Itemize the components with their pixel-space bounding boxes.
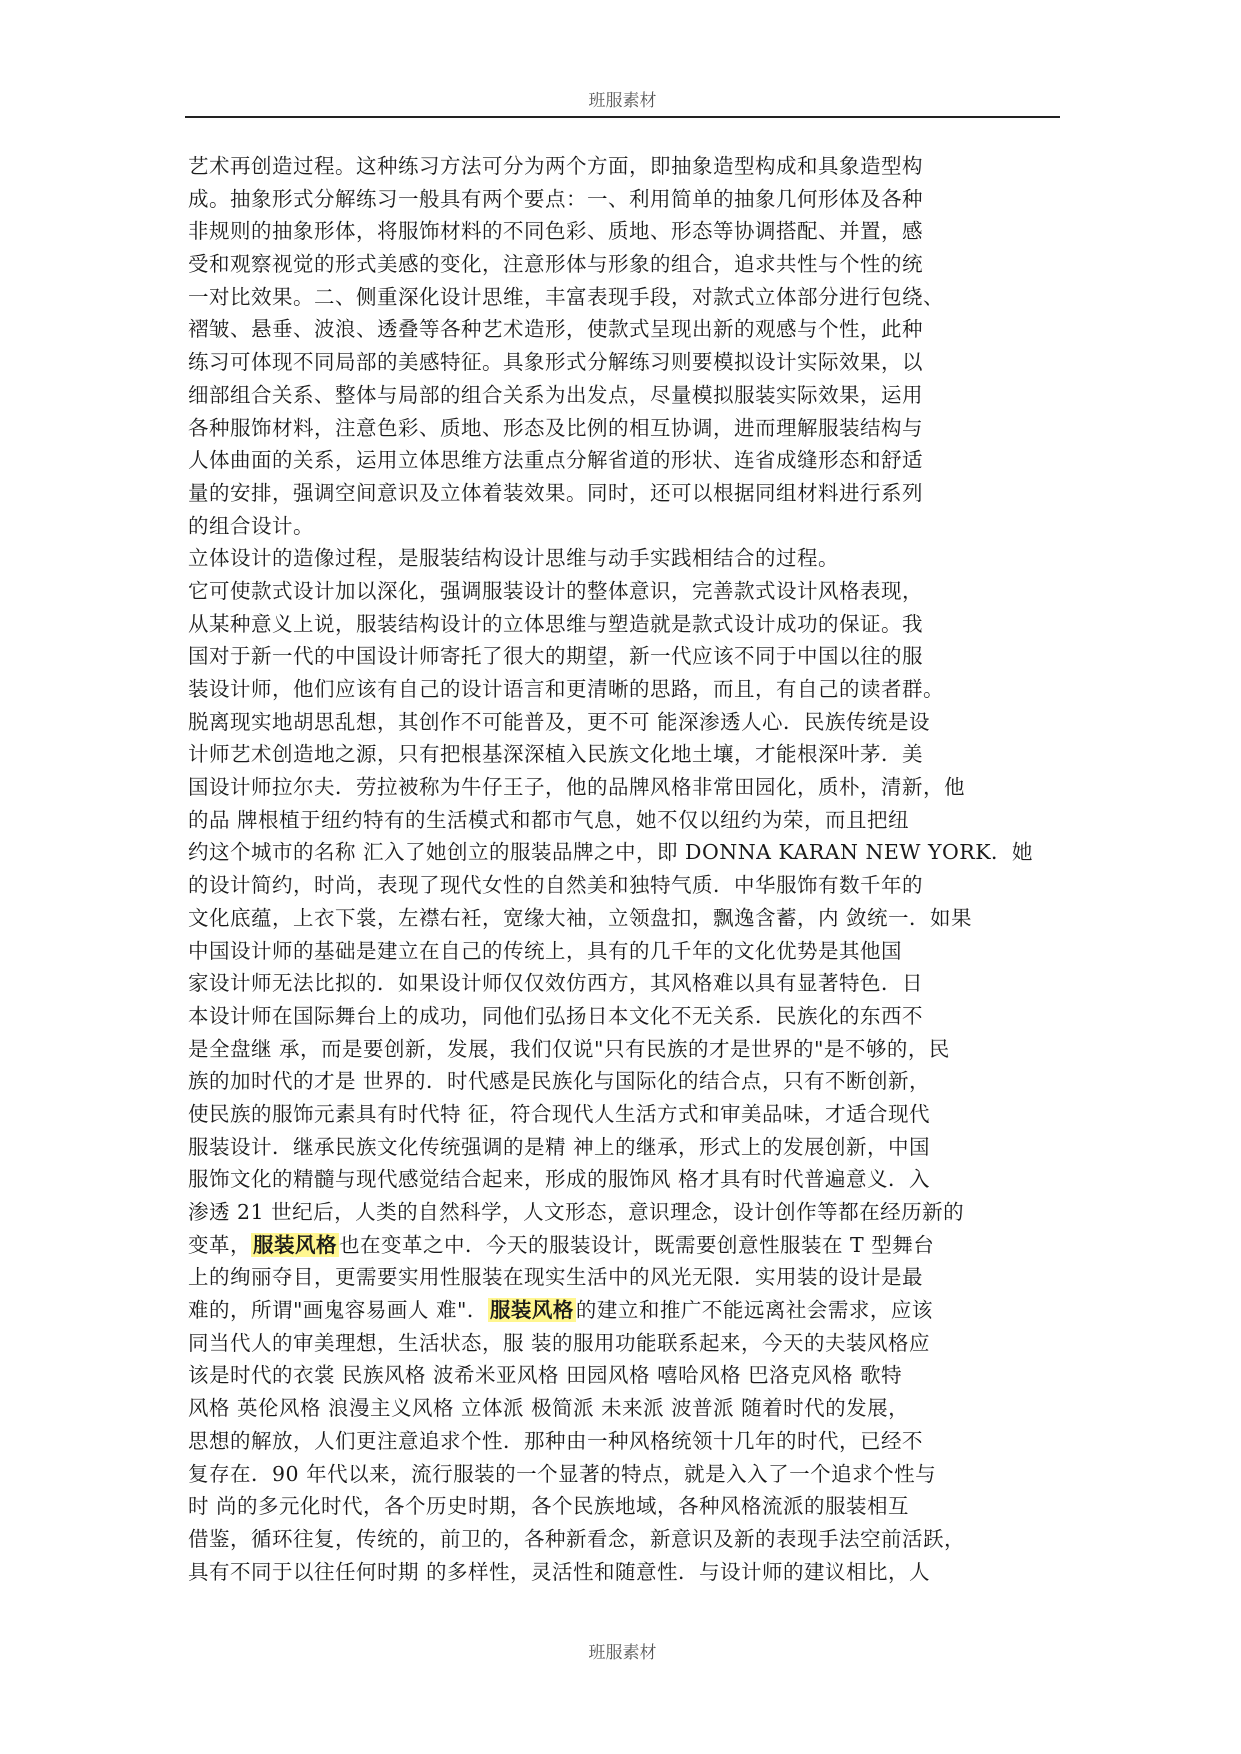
text-segment: 计师艺术创造地之源，只有把根基深深植入民族文化地土壤，才能根深叶茅．美 [188,742,923,767]
text-line [188,608,1068,641]
text-line [188,1425,1068,1458]
highlighted-keyword: 服装风格 [489,1298,574,1323]
text-segment: 人体曲面的关系，运用立体思维方法重点分解省道的形状、连省成缝形态和舒适 [188,448,923,473]
text-line [188,1163,1068,1196]
text-line [188,1098,1068,1131]
text-line [188,1392,1068,1425]
text-line [188,771,1068,804]
text-segment: 难的，所谓"画鬼容易画人 难"． [188,1298,488,1323]
text-segment: 受和观察视觉的形式美感的变化，注意形体与形象的组合，追求共性与个性的统 [188,252,923,277]
text-segment: 国对于新一代的中国设计师寄托了很大的期望，新一代应该不同于中国以往的服 [188,644,923,669]
text-line [188,1131,1068,1164]
text-segment: 国设计师拉尔夫．劳拉被称为牛仔王子，他的品牌风格非常田园化，质朴，清新，他 [188,775,965,800]
text-segment: 上的绚丽夺目，更需要实用性服装在现实生活中的风光无限．实用装的设计是最 [188,1265,923,1290]
text-line [188,1033,1068,1066]
text-line [188,1229,1068,1262]
text-segment: 的组合设计。 [188,513,314,538]
text-line [188,1556,1068,1589]
text-segment: 家设计师无法比拟的．如果设计师仅仅效仿西方，其风格难以具有显著特色．日 [188,971,923,996]
text-segment: 装设计师，他们应该有自己的设计语言和更清晰的思路，而且，有自己的读者群。 [188,677,944,701]
text-line [188,150,1068,183]
text-line [188,869,1068,902]
text-line [188,183,1068,216]
text-segment: 成。抽象形式分解练习一般具有两个要点：一、利用简单的抽象几何形体及各种 [188,186,923,211]
text-line [188,1294,1068,1327]
text-line [188,510,1068,543]
text-segment: 脱离现实地胡思乱想，其创作不可能普及，更不可 能深渗透人心．民族传统是设 [188,709,931,734]
text-line [188,902,1068,935]
text-segment: 的品 牌根植于纽约特有的生活模式和都市气息，她不仅以纽约为荣，而且把纽 [188,807,910,832]
text-segment: 也在变革之中．今天的服装设计，既需要创意性服装在 T 型舞台 [339,1232,935,1257]
text-line [188,1327,1068,1360]
text-segment: 服饰文化的精髓与现代感觉结合起来，形成的服饰风 格才具有时代普遍意义．入 [188,1167,931,1192]
text-line [188,379,1068,412]
text-line [188,281,1068,314]
text-line [188,248,1068,281]
text-line [188,836,1068,869]
text-segment: 渗透 21 世纪后，人类的自然科学，人文形态，意识理念，设计创作等都在经历新的 [188,1200,965,1224]
text-line [188,313,1068,346]
text-segment: 褶皱、悬垂、波浪、透叠等各种艺术造形，使款式呈现出新的观感与个性，此种 [188,317,923,342]
text-line [188,1065,1068,1098]
text-segment: 非规则的抽象形体，将服饰材料的不同色彩、质地、形态等协调搭配、并置，感 [188,219,923,244]
text-line [188,738,1068,771]
text-segment: 的建立和推广不能远离社会需求，应该 [575,1298,933,1323]
text-line [188,1359,1068,1392]
text-segment: 风格 英伦风格 浪漫主义风格 立体派 极简派 未来派 波普派 随着时代的发展， [188,1396,910,1421]
text-line [188,706,1068,739]
text-segment: 细部组合关系、整体与局部的组合关系为出发点，尽量模拟服装实际效果，运用 [188,382,923,407]
text-line [188,542,1068,575]
text-segment: 使民族的服饰元素具有时代特 征，符合现代人生活方式和审美品味，才适合现代 [188,1101,931,1126]
text-segment: 变革， [188,1232,251,1257]
text-line [188,1000,1068,1033]
highlighted-keyword: 服装风格 [253,1232,337,1257]
text-segment: 该是时代的衣裳 民族风格 波希米亚风格 田园风格 嘻哈风格 巴洛克风格 歌特 [188,1363,903,1388]
text-line [188,575,1068,608]
text-line [188,1196,1068,1229]
text-segment: 本设计师在国际舞台上的成功，同他们弘扬日本文化不无关系．民族化的东西不 [188,1003,923,1028]
text-segment: 一对比效果。二、侧重深化设计思维，丰富表现手段，对款式立体部分进行包绕、 [188,284,944,309]
text-segment: 中国设计师的基础是建立在自己的传统上，具有的几千年的文化优势是其他国 [188,938,902,963]
text-line [188,804,1068,837]
page-footer: 班服素材 [588,1643,657,1663]
text-segment: 它可使款式设计加以深化，强调服装设计的整体意识，完善款式设计风格表现， [188,578,923,603]
text-segment: 艺术再创造过程。这种练习方法可分为两个方面，即抽象造型构成和具象造型构 [188,154,923,178]
text-segment: 立体设计的造像过程，是服装结构设计思维与动手实践相结合的过程。 [188,546,839,571]
text-segment: 族的加时代的才是 世界的．时代感是民族化与国际化的结合点，只有不断创新， [188,1069,931,1094]
text-line [188,640,1068,673]
text-segment: 量的安排，强调空间意识及立体着装效果。同时，还可以根据同组材料进行系列 [188,480,923,505]
text-segment: 从某种意义上说，服装结构设计的立体思维与塑造就是款式设计成功的保证。我 [188,611,923,636]
text-segment: 文化底蕴，上衣下裳，左襟右衽，宽缘大袖，立领盘扣，飘逸含蓄，内 敛统一．如果 [188,905,973,930]
text-segment: 练习可体现不同局部的美感特征。具象形式分解练习则要模拟设计实际效果，以 [188,350,923,375]
text-segment: 具有不同于以往任何时期 的多样性，灵活性和随意性．与设计师的建议相比，人 [188,1559,931,1584]
text-line [188,935,1068,968]
text-segment: 复存在．90 年代以来，流行服装的一个显著的特点，就是入入了一个追求个性与 [188,1461,937,1486]
text-segment: 同当代人的审美理想，生活状态，服 装的服用功能联系起来，今天的夫装风格应 [188,1330,931,1355]
text-line [188,1523,1068,1556]
text-line [188,412,1068,445]
text-line [188,1261,1068,1294]
text-segment: 服装设计．继承民族文化传统强调的是精 神上的继承，形式上的发展创新，中国 [188,1134,931,1159]
text-segment: 时 尚的多元化时代，各个历史时期，各个民族地域，各种风格流派的服装相互 [188,1494,910,1519]
text-line [188,444,1068,477]
text-line [188,346,1068,379]
text-line [188,967,1068,1000]
text-segment: 思想的解放，人们更注意追求个性．那种由一种风格统领十几年的时代，已经不 [188,1428,923,1453]
text-line [188,673,1068,706]
document-body [188,150,1068,1588]
text-line [188,477,1068,510]
text-segment: 各种服饰材料，注意色彩、质地、形态及比例的相互协调，进而理解服装结构与 [188,415,923,440]
text-line [188,1490,1068,1523]
text-line [188,1458,1068,1491]
text-segment: 的设计简约，时尚，表现了现代女性的自然美和独特气质．中华服饰有数千年的 [188,873,923,898]
text-segment: 约这个城市的名称 汇入了她创立的服装品牌之中，即 DONNA KARAN NEW YORK．她 [188,840,1034,865]
text-segment: 借鉴，循环往复，传统的，前卫的，各种新看念，新意识及新的表现手法空前活跃， [188,1526,965,1551]
text-segment: 是全盘继 承，而是要创新，发展，我们仅说"只有民族的才是世界的"是不够的，民 [188,1036,950,1061]
page-header: 班服素材 [185,86,1060,118]
text-line [188,215,1068,248]
